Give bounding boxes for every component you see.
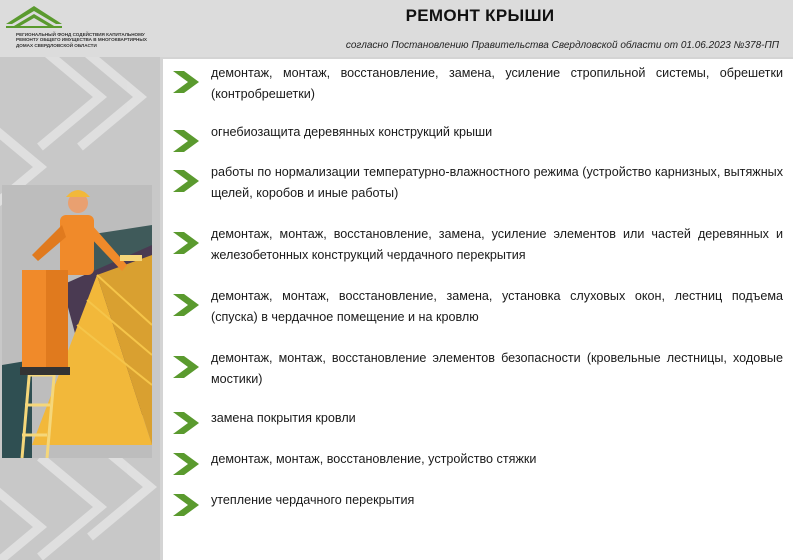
- fund-logo: [6, 4, 156, 54]
- list-item-text: утепление чердачного перекрытия: [211, 493, 415, 507]
- list-item-text: работы по нормализации температурно-влажностного режима (устройство карнизных, вытяжных щелей, коробов и иные работы): [211, 165, 783, 200]
- green-chevron-icon: [173, 130, 203, 152]
- green-chevron-icon: [173, 294, 203, 316]
- page-title: РЕМОНТ КРЫШИ: [405, 6, 555, 25]
- header: [0, 0, 793, 57]
- list-item-text: демонтаж, монтаж, восстановление, замена, усиление стропильной системы, обрешетки (контробрешетки): [211, 66, 783, 101]
- left-decorative-panel: [0, 57, 160, 560]
- list-item-text: демонтаж, монтаж, восстановление, замена, установка слуховых окон, лестниц подъема (спуска) в чердачное помещение и на кровлю: [211, 289, 783, 324]
- list-item-text: демонтаж, монтаж, восстановление, замена, усиление элементов или частей деревянных и железобетонных конструкций чердачного перекрытия: [211, 227, 783, 262]
- green-chevron-icon: [173, 412, 203, 434]
- green-chevron-icon: [173, 232, 203, 254]
- house-roof-logo-icon: [6, 4, 66, 30]
- page-subtitle: согласно Постановлению Правительства Свердловской области от 01.06.2023 №378-ПП: [345, 40, 779, 51]
- list-item-text: демонтаж, монтаж, восстановление, устройство стяжки: [211, 452, 537, 466]
- list-item-text: замена покрытия кровли: [211, 411, 356, 425]
- green-chevron-icon: [173, 356, 203, 378]
- green-chevron-icon: [173, 453, 203, 475]
- roof-repair-list: [163, 59, 793, 560]
- green-chevron-icon: [173, 494, 203, 516]
- logo-text: РЕГИОНАЛЬНЫЙ ФОНД СОДЕЙСТВИЯ КАПИТАЛЬНОМУ РЕМОНТУ ОБЩЕГО ИМУЩЕСТВА В МНОГОКВАРТИРНЫХ ДОМАХ СВЕРДЛОВСКОЙ ОБЛАСТИ: [16, 32, 147, 48]
- list-item-text: демонтаж, монтаж, восстановление элементов безопасности (кровельные лестницы, ходовые мостики): [211, 351, 783, 386]
- list-item-text: огнебиозащита деревянных конструкций крыши: [211, 125, 493, 139]
- roofer-illustration-icon: [2, 185, 152, 458]
- green-chevron-icon: [173, 71, 203, 93]
- green-chevron-icon: [173, 170, 203, 192]
